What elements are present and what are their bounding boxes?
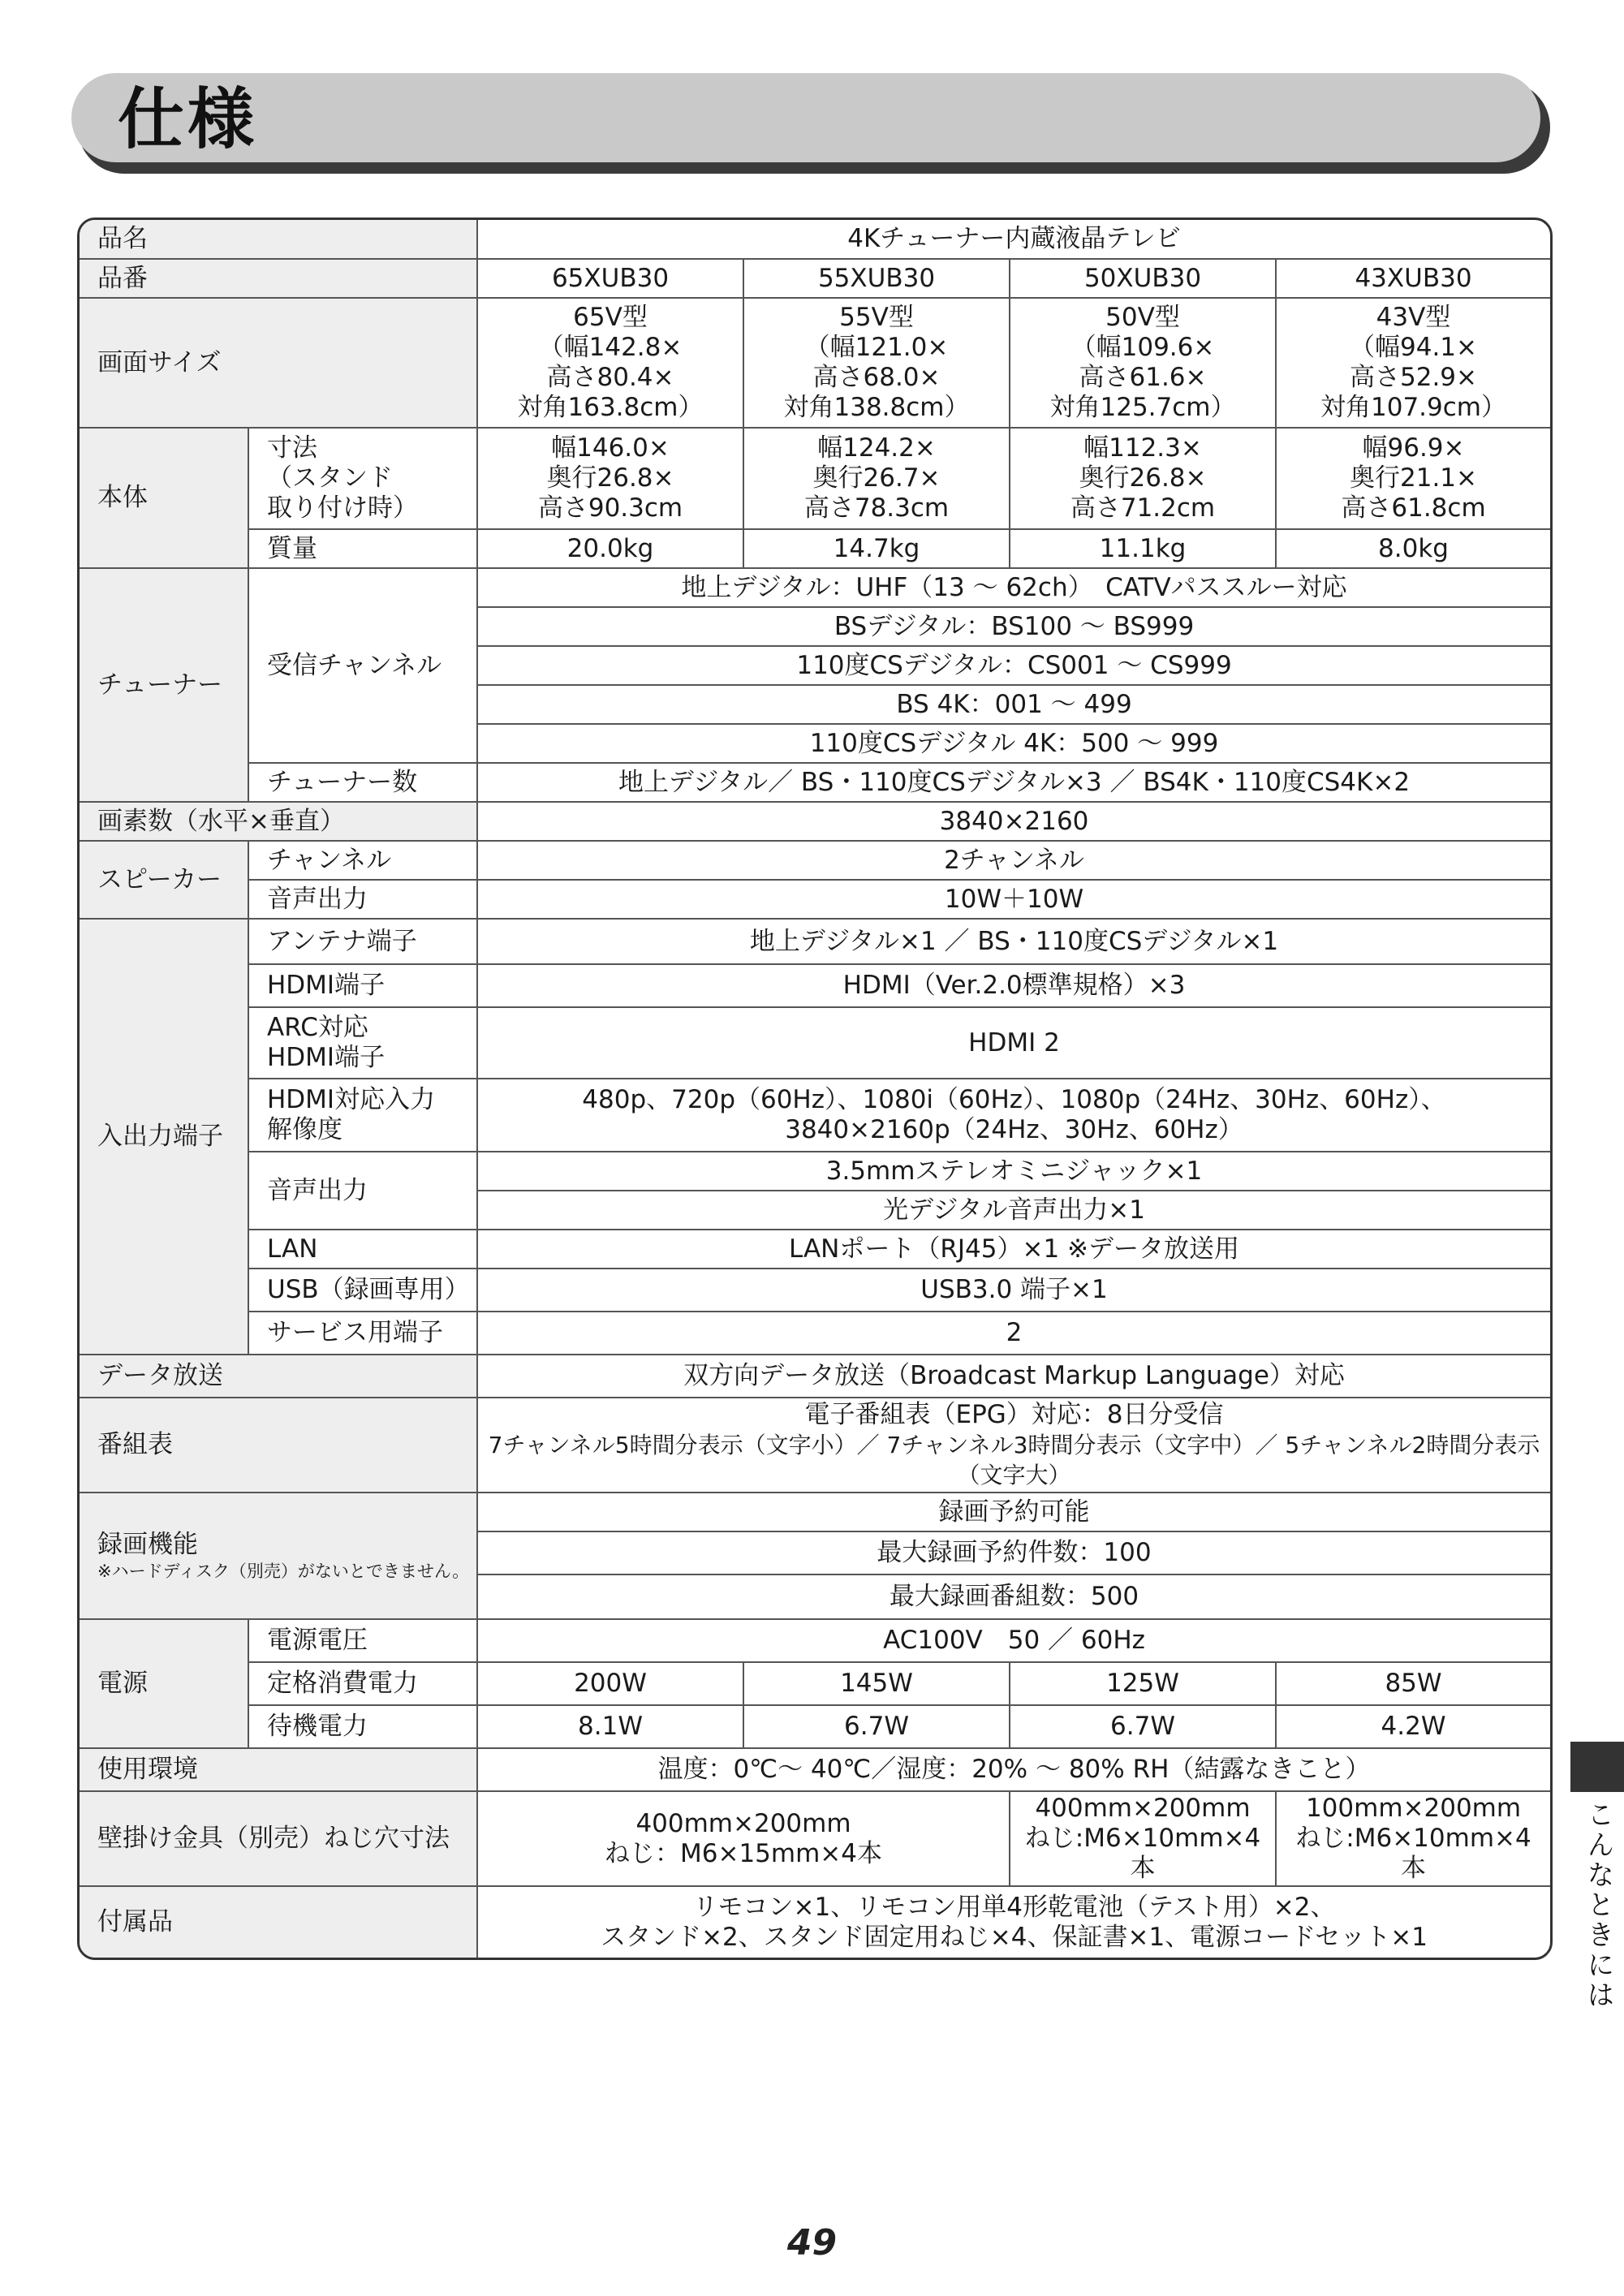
row-model bbox=[80, 259, 1550, 298]
arc: HDMI 2 bbox=[477, 1007, 1550, 1079]
voltage: AC100V 50 ／ 60Hz bbox=[477, 1619, 1550, 1662]
label-tuner-count: チューナー数 bbox=[248, 763, 477, 802]
spec-table bbox=[80, 220, 1550, 1958]
channel-cs: 110度CSデジタル：CS001 ～ CS999 bbox=[477, 646, 1550, 685]
screen-size-55: 55V型 （幅121.0× 高さ68.0× 対角138.8cm） bbox=[743, 298, 1010, 428]
audio-optical: 光デジタル音声出力×1 bbox=[477, 1191, 1550, 1230]
label-speaker: スピーカー bbox=[80, 841, 248, 919]
label-service: サービス用端子 bbox=[248, 1312, 477, 1355]
row-io-arc bbox=[80, 1007, 1550, 1079]
screen-size-65: 65V型 （幅142.8× 高さ80.4× 対角163.8cm） bbox=[477, 298, 743, 428]
speaker-output: 10W＋10W bbox=[477, 880, 1550, 919]
row-io-antenna bbox=[80, 919, 1550, 964]
model-55: 55XUB30 bbox=[743, 259, 1010, 298]
row-accessories bbox=[80, 1886, 1550, 1958]
label-resolution: HDMI対応入力 解像度 bbox=[248, 1079, 477, 1152]
label-arc: ARC対応 HDMI端子 bbox=[248, 1007, 477, 1079]
label-screen-size: 画面サイズ bbox=[80, 298, 477, 428]
spec-table-container bbox=[77, 218, 1553, 1960]
label-body: 本体 bbox=[80, 428, 248, 568]
hdmi: HDMI（Ver.2.0標準規格）×3 bbox=[477, 964, 1550, 1007]
epg-line-2: 7チャンネル5時間分表示（文字小）／ 7チャンネル3時間分表示（文字中）／ 5チャンネル2時間分表示（文字大） bbox=[488, 1432, 1540, 1488]
dimensions-65: 幅146.0× 奥行26.8× 高さ90.3cm bbox=[477, 428, 743, 529]
speaker-channel: 2チャンネル bbox=[477, 841, 1550, 880]
row-power-voltage bbox=[80, 1619, 1550, 1662]
side-tab-label: こんなときには bbox=[1582, 1800, 1614, 2010]
standby-50: 6.7W bbox=[1010, 1705, 1276, 1748]
row-body-mass bbox=[80, 529, 1550, 568]
label-tuner: チューナー bbox=[80, 568, 248, 802]
row-tuner-count bbox=[80, 763, 1550, 802]
page-number: 49 bbox=[786, 2222, 838, 2264]
value-product-name: 4Kチューナー内蔵液晶テレビ bbox=[477, 220, 1550, 259]
label-hdmi: HDMI端子 bbox=[248, 964, 477, 1007]
recording-label: 録画機能 bbox=[97, 1529, 198, 1559]
label-data-broadcast: データ放送 bbox=[80, 1355, 477, 1398]
label-dimensions: 寸法 （スタンド 取り付け時） bbox=[248, 428, 477, 529]
recording-note: ※ハードディスク（別売）がないとできません。 bbox=[97, 1561, 470, 1581]
row-screen-size bbox=[80, 298, 1550, 428]
mass-55: 14.7kg bbox=[743, 529, 1010, 568]
mass-65: 20.0kg bbox=[477, 529, 743, 568]
dimensions-43: 幅96.9× 奥行21.1× 高さ61.8cm bbox=[1276, 428, 1550, 529]
screen-size-43: 43V型 （幅94.1× 高さ52.9× 対角107.9cm） bbox=[1276, 298, 1550, 428]
label-audio-output: 音声出力 bbox=[248, 1152, 477, 1230]
model-43: 43XUB30 bbox=[1276, 259, 1550, 298]
row-environment bbox=[80, 1748, 1550, 1791]
row-recording-1 bbox=[80, 1493, 1550, 1531]
audio-mini-jack: 3.5mmステレオミニジャック×1 bbox=[477, 1152, 1550, 1191]
standby-55: 6.7W bbox=[743, 1705, 1010, 1748]
label-recording bbox=[80, 1493, 477, 1619]
row-io-hdmi bbox=[80, 964, 1550, 1007]
wall-mount-43: 100mm×200mm ねじ:M6×10mm×4本 bbox=[1276, 1791, 1550, 1886]
side-tab-marker bbox=[1570, 1742, 1624, 1792]
row-io-audio-1 bbox=[80, 1152, 1550, 1191]
label-speaker-output: 音声出力 bbox=[248, 880, 477, 919]
antenna: 地上デジタル×1 ／ BS・110度CSデジタル×1 bbox=[477, 919, 1550, 964]
page-title: 仕様 bbox=[118, 81, 258, 158]
pixels: 3840×2160 bbox=[477, 802, 1550, 841]
label-rated-power: 定格消費電力 bbox=[248, 1662, 477, 1705]
screen-size-50: 50V型 （幅109.6× 高さ61.6× 対角125.7cm） bbox=[1010, 298, 1276, 428]
label-io: 入出力端子 bbox=[80, 919, 248, 1355]
row-speaker-output bbox=[80, 880, 1550, 919]
row-speaker-channel bbox=[80, 841, 1550, 880]
row-product-name bbox=[80, 220, 1550, 259]
data-broadcast: 双方向データ放送（Broadcast Markup Language）対応 bbox=[477, 1355, 1550, 1398]
tuner-count: 地上デジタル／ BS・110度CSデジタル×3 ／ BS4K・110度CS4K×2 bbox=[477, 763, 1550, 802]
usb: USB3.0 端子×1 bbox=[477, 1269, 1550, 1312]
rated-65: 200W bbox=[477, 1662, 743, 1705]
label-voltage: 電源電圧 bbox=[248, 1619, 477, 1662]
service: 2 bbox=[477, 1312, 1550, 1355]
label-lan: LAN bbox=[248, 1230, 477, 1269]
rated-55: 145W bbox=[743, 1662, 1010, 1705]
row-data-broadcast bbox=[80, 1355, 1550, 1398]
recording-max-reservations: 最大録画予約件数：100 bbox=[477, 1531, 1550, 1574]
mass-50: 11.1kg bbox=[1010, 529, 1276, 568]
standby-43: 4.2W bbox=[1276, 1705, 1550, 1748]
mass-43: 8.0kg bbox=[1276, 529, 1550, 568]
label-pixels: 画素数（水平×垂直） bbox=[80, 802, 477, 841]
epg-line-1: 電子番組表（EPG）対応：8日分受信 bbox=[804, 1400, 1224, 1429]
row-tuner-channel-1 bbox=[80, 568, 1550, 607]
row-io-usb bbox=[80, 1269, 1550, 1312]
standby-65: 8.1W bbox=[477, 1705, 743, 1748]
row-wall-mount bbox=[80, 1791, 1550, 1886]
row-io-service bbox=[80, 1312, 1550, 1355]
label-antenna: アンテナ端子 bbox=[248, 919, 477, 964]
label-power: 電源 bbox=[80, 1619, 248, 1748]
label-accessories: 付属品 bbox=[80, 1886, 477, 1958]
label-receive-channels: 受信チャンネル bbox=[248, 568, 477, 763]
channel-bs4k: BS 4K：001 ～ 499 bbox=[477, 685, 1550, 724]
channel-bs: BSデジタル：BS100 ～ BS999 bbox=[477, 607, 1550, 646]
label-standby-power: 待機電力 bbox=[248, 1705, 477, 1748]
label-usb: USB（録画専用） bbox=[248, 1269, 477, 1312]
channel-cs4k: 110度CSデジタル 4K：500 ～ 999 bbox=[477, 724, 1550, 763]
epg bbox=[477, 1398, 1550, 1493]
channel-terrestrial: 地上デジタル：UHF（13 ～ 62ch） CATVパススルー対応 bbox=[477, 568, 1550, 607]
recording-max-programs: 最大録画番組数：500 bbox=[477, 1574, 1550, 1619]
dimensions-50: 幅112.3× 奥行26.8× 高さ71.2cm bbox=[1010, 428, 1276, 529]
resolution: 480p、720p（60Hz）、1080i（60Hz）、1080p（24Hz、30Hz、60Hz）、 3840×2160p（24Hz、30Hz、60Hz） bbox=[477, 1079, 1550, 1152]
label-epg: 番組表 bbox=[80, 1398, 477, 1493]
label-wall-mount: 壁掛け金具（別売）ねじ穴寸法 bbox=[80, 1791, 477, 1886]
row-power-standby bbox=[80, 1705, 1550, 1748]
row-io-resolution bbox=[80, 1079, 1550, 1152]
dimensions-55: 幅124.2× 奥行26.7× 高さ78.3cm bbox=[743, 428, 1010, 529]
recording-reservation: 録画予約可能 bbox=[477, 1493, 1550, 1531]
row-pixels bbox=[80, 802, 1550, 841]
row-body-dimensions bbox=[80, 428, 1550, 529]
label-speaker-channel: チャンネル bbox=[248, 841, 477, 880]
wall-mount-50: 400mm×200mm ねじ:M6×10mm×4本 bbox=[1010, 1791, 1276, 1886]
wall-mount-65-55: 400mm×200mm ねじ：M6×15mm×4本 bbox=[477, 1791, 1010, 1886]
row-io-lan bbox=[80, 1230, 1550, 1269]
model-50: 50XUB30 bbox=[1010, 259, 1276, 298]
row-epg bbox=[80, 1398, 1550, 1493]
lan: LANポート（RJ45）×1 ※データ放送用 bbox=[477, 1230, 1550, 1269]
label-model: 品番 bbox=[80, 259, 477, 298]
rated-50: 125W bbox=[1010, 1662, 1276, 1705]
environment: 温度：0℃～ 40℃／湿度：20% ～ 80% RH（結露なきこと） bbox=[477, 1748, 1550, 1791]
title-banner bbox=[71, 73, 1540, 162]
rated-43: 85W bbox=[1276, 1662, 1550, 1705]
label-mass: 質量 bbox=[248, 529, 477, 568]
label-environment: 使用環境 bbox=[80, 1748, 477, 1791]
model-65: 65XUB30 bbox=[477, 259, 743, 298]
accessories: リモコン×1、リモコン用単4形乾電池（テスト用）×2、 スタンド×2、スタンド固定用ねじ×4、保証書×1、電源コードセット×1 bbox=[477, 1886, 1550, 1958]
label-product-name: 品名 bbox=[80, 220, 477, 259]
row-power-rated bbox=[80, 1662, 1550, 1705]
